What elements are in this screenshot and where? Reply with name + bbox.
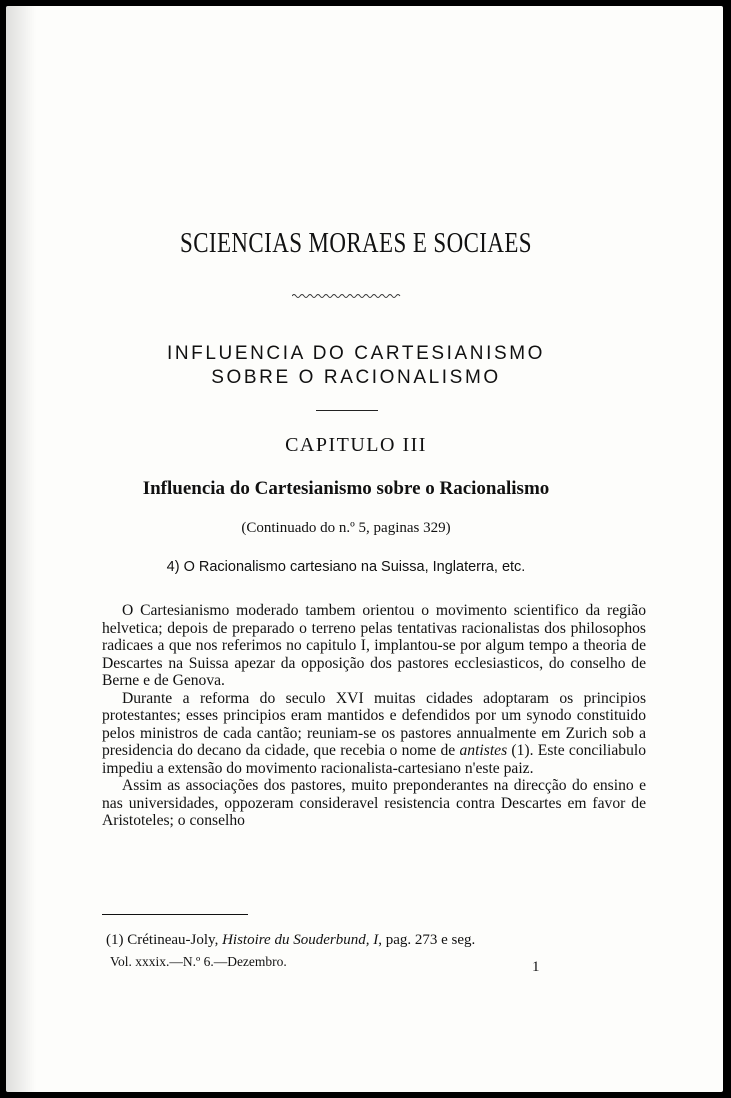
article-title-line-2: SOBRE O RACIONALISMO <box>211 367 501 388</box>
paragraph: Durante a reforma do seculo XVI muitas cidades adoptaram os principios protestantes; esses principios eram mantidos e defendidos por um synodo constituido pelos ministros de cada cantão; reuniam-se os pastores annualmente em Zurich sob a presidencia do decano da cidade, que recebia o nome de antistes (1). Este conciliabulo impediu a extensão do movimento racionalista-cartesiano n'este paiz. <box>102 689 647 777</box>
article-title <box>6 342 706 390</box>
divider <box>316 410 378 411</box>
chapter-title: Influencia do Cartesianismo sobre o Racionalismo <box>142 478 550 499</box>
paragraph: O Cartesianismo moderado tambem orientou o movimento scientifico da região helvetica; depois de preparado o terreno pelas tentativas racionalistas dos philosophos radicaes a que nos referimos no capitulo I, implantou-se por algum tempo a theoria de Descartes na Suissa apezar da opposição dos pastores ecclesiasticos, do conselho de Berne e de Genova. <box>102 602 646 689</box>
footnote-divider <box>102 914 248 915</box>
chapter-heading: CAPITULO III <box>285 434 427 456</box>
paragraph: Assim as associações dos pastores, muito preponderantes na direcção do ensino e nas universidades, oppozeram consideravel resistencia contra Descartes em favor de Aristoteles; o conselho <box>102 777 646 829</box>
body-text <box>102 602 646 830</box>
subsection-heading: 4) O Racionalismo cartesiano na Suissa, Inglaterra, etc. <box>166 559 526 575</box>
article-title-line-1: INFLUENCIA DO CARTESIANISMO <box>166 343 546 364</box>
section-title: SCIENCIAS MORAES E SOCIAES <box>180 228 532 259</box>
ornamental-rule <box>292 292 404 300</box>
continuation-note: (Continuado do n.º 5, paginas 329) <box>241 520 451 536</box>
footnote: (1) Crétineau-Joly, Histoire du Souderbund, I, pag. 273 e seg. <box>106 932 476 948</box>
volume-footer: Vol. xxxix.—N.º 6.—Dezembro. <box>110 954 287 969</box>
page-number: 1 <box>532 959 540 975</box>
document-page <box>6 6 723 1092</box>
